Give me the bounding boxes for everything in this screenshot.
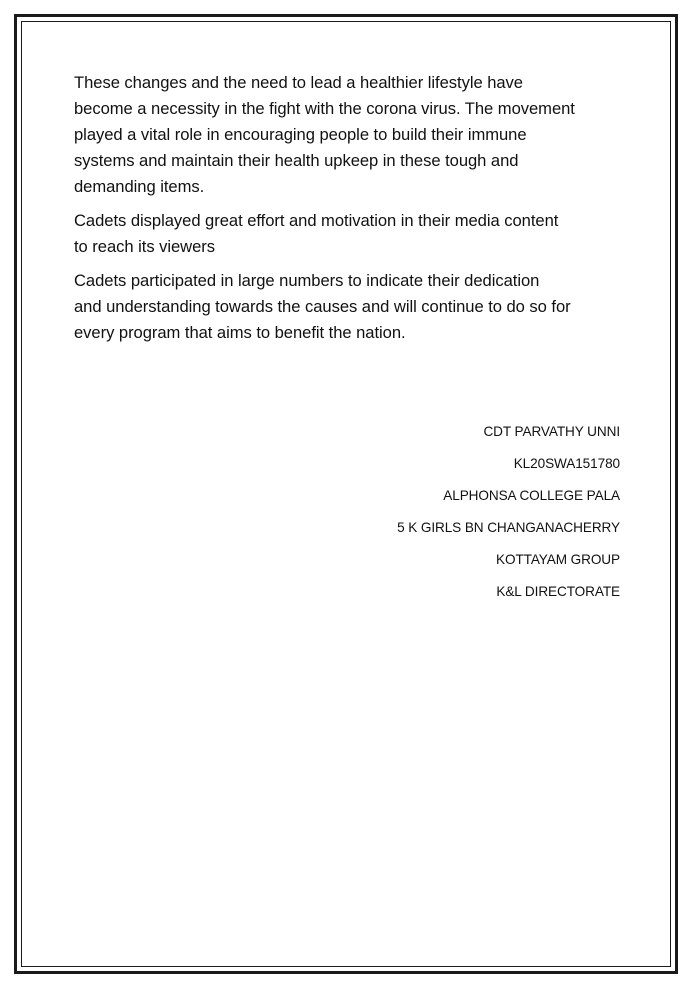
document-body [74,70,630,354]
signature-block [397,416,620,608]
paragraph-participation: Cadets participated in large numbers to indicate their dedication and understanding towards the causes and will continue to do so for every program that aims to benefit the nation. [74,271,571,342]
signature-group: KOTTAYAM GROUP [496,552,620,567]
paragraph-media-content: Cadets displayed great effort and motivation in their media content to reach its viewers [74,211,559,256]
signature-battalion: 5 K GIRLS BN CHANGANACHERRY [397,520,620,535]
signature-name: CDT PARVATHY UNNI [483,424,620,439]
signature-directorate: K&L DIRECTORATE [496,584,620,599]
signature-college: ALPHONSA COLLEGE PALA [443,488,620,503]
signature-regimental-number: KL20SWA151780 [513,456,620,471]
paragraph-lifestyle: These changes and the need to lead a healthier lifestyle have become a necessity in the fight with the corona virus. The movement played a vital role in encouraging people to build their immune systems and maintain their health upkeep in these tough and demanding items. [74,73,575,196]
